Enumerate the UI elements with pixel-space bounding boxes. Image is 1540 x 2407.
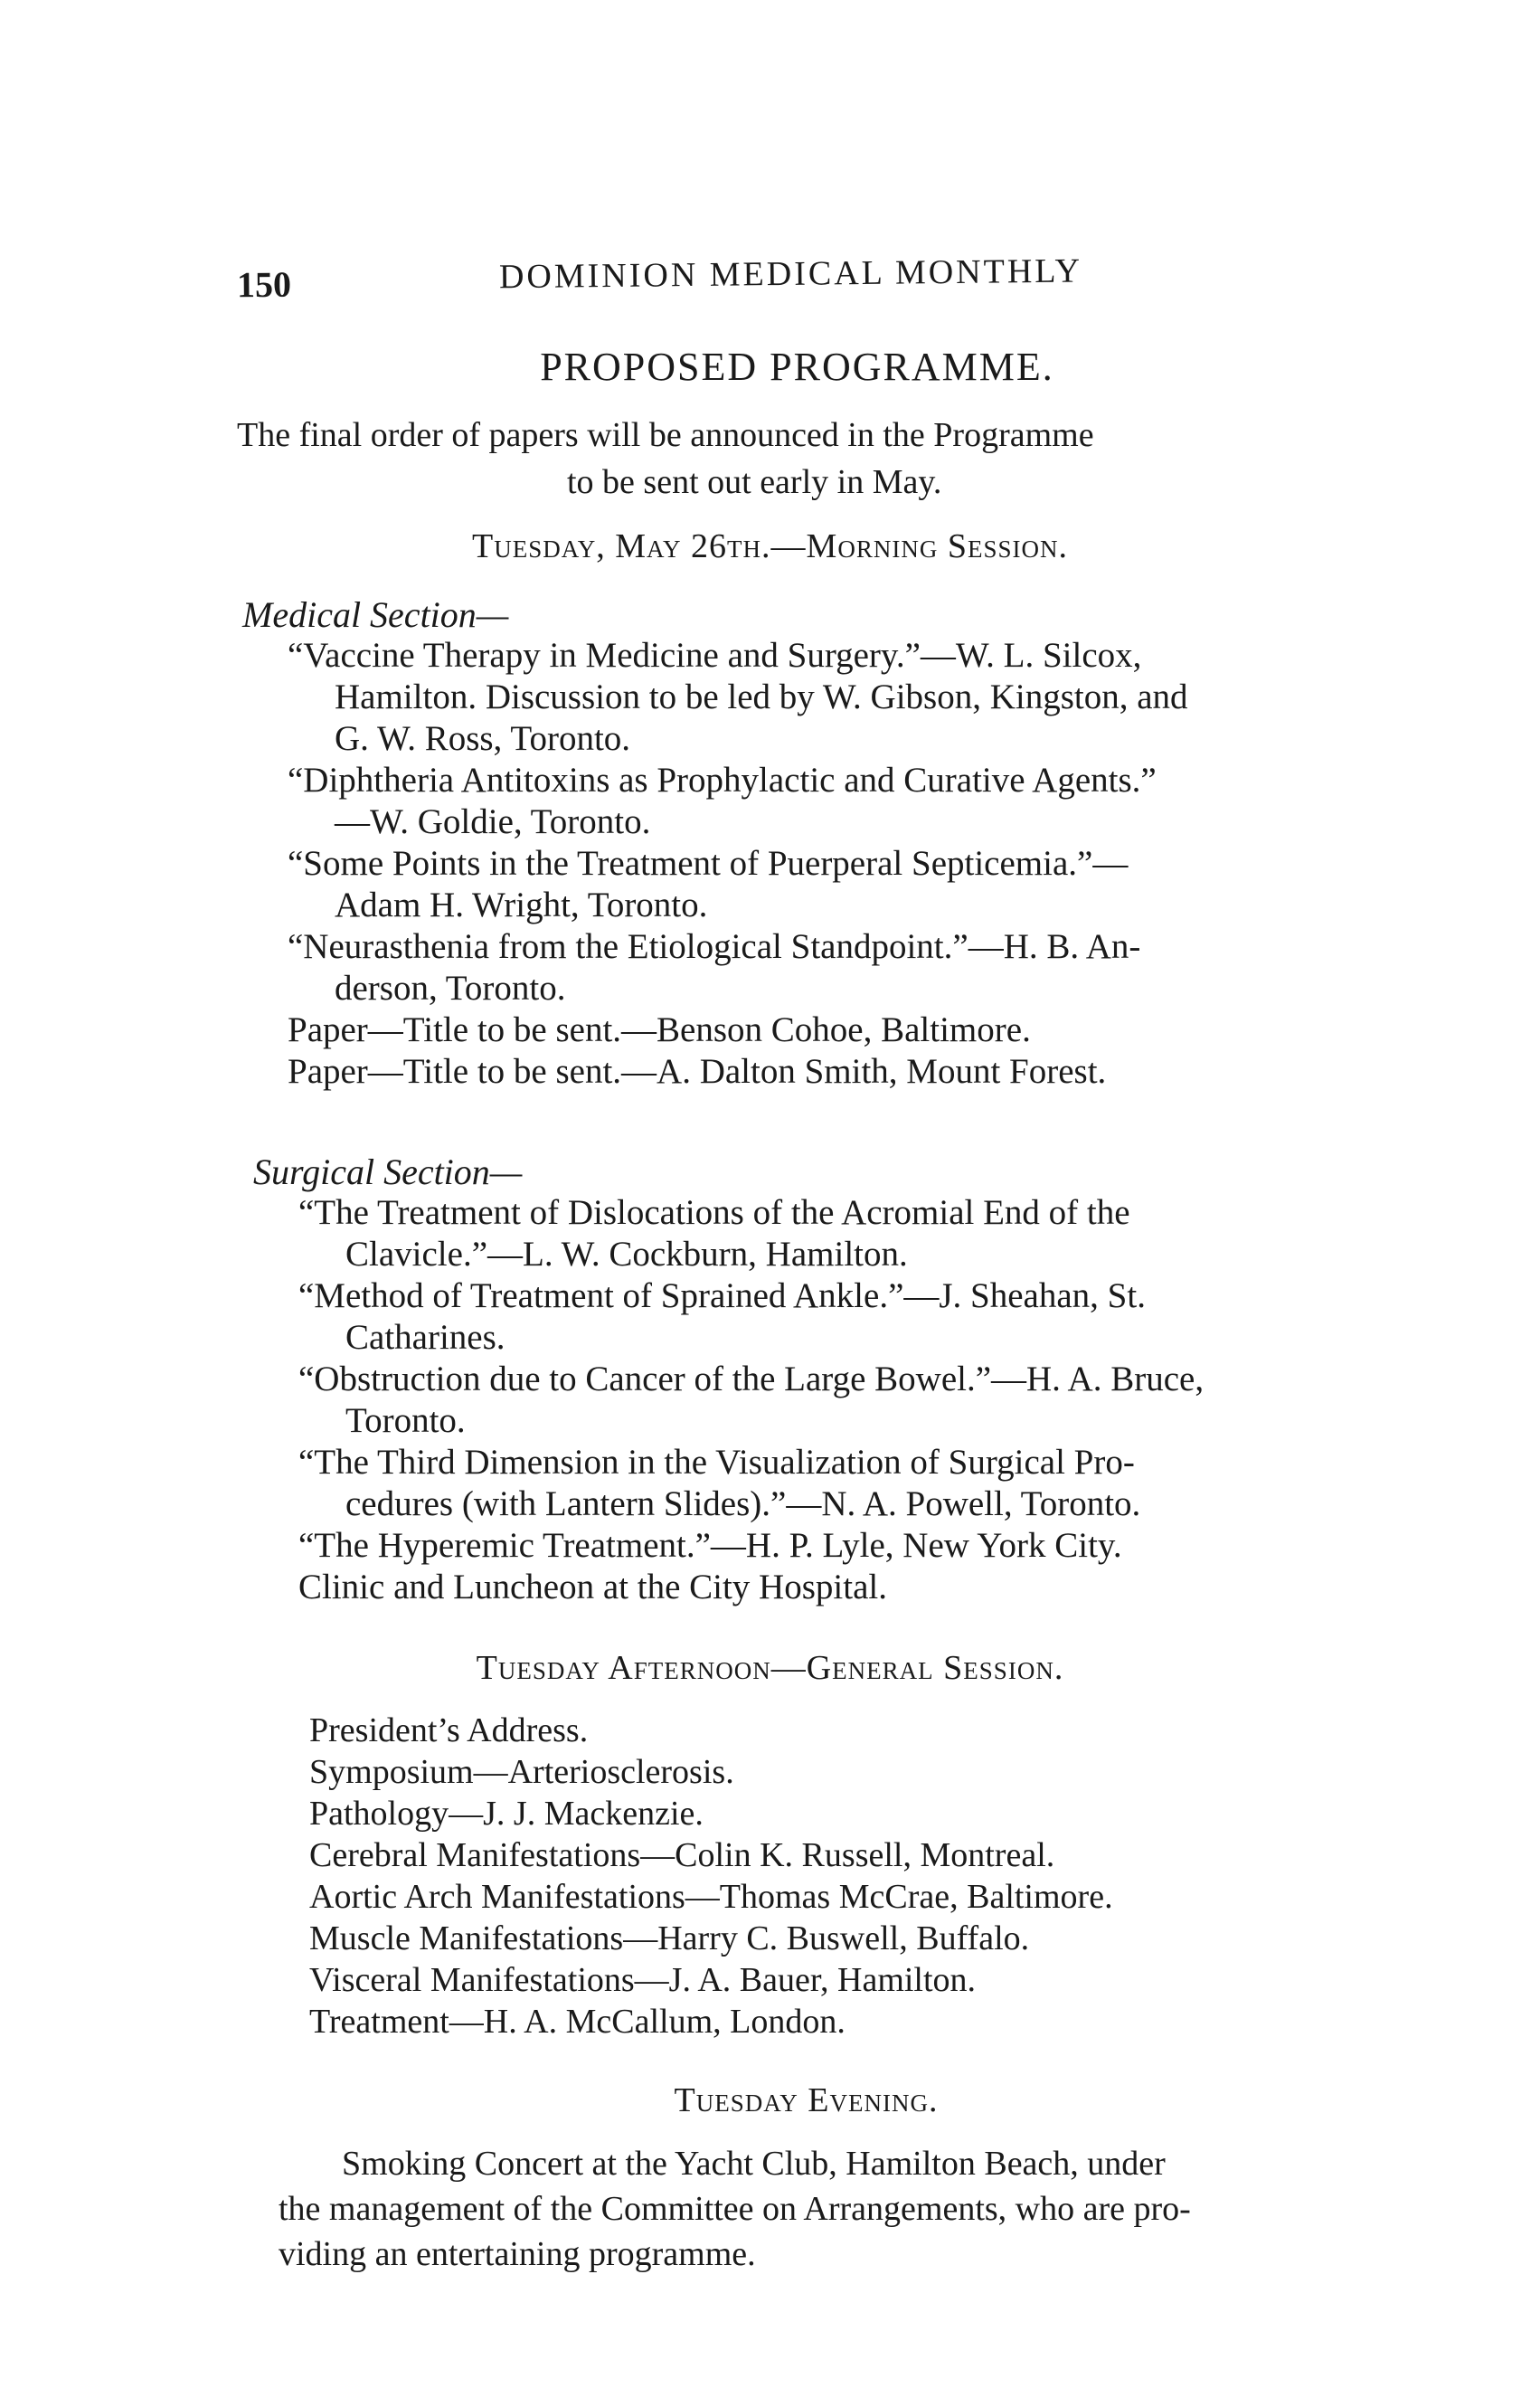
intro-line: The final order of papers will be announced in the Programme [237,416,1094,454]
general-session-item: Symposium—Arteriosclerosis. [309,1753,734,1791]
paper-entry-continuation: Hamilton. Discussion to be led by W. Gibson, Kingston, and [335,678,1188,716]
paper-entry-line: “Some Points in the Treatment of Puerperal Septicemia.”— [288,844,1129,883]
general-session-item: Muscle Manifestations—Harry C. Buswell, Buffalo. [309,1919,1030,1957]
paper-entry-continuation: Adam H. Wright, Toronto. [335,886,708,924]
paper-entry-line: “Method of Treatment of Sprained Ankle.”—J. Sheahan, St. [298,1276,1146,1315]
paper-entry-continuation: cedures (with Lantern Slides).”—N. A. Powell, Toronto. [345,1484,1141,1523]
paper-entry [298,1192,1204,1275]
paper-entry-line: “Neurasthenia from the Etiological Standpoint.”—H. B. An- [288,927,1141,966]
paper-entry-line: Paper—Title to be sent.—Benson Cohoe, Baltimore. [288,1010,1031,1049]
morning-session-heading: Tuesday, May 26th.—Morning Session. [472,527,1068,565]
paper-entry [288,926,1188,1009]
general-session-item: Cerebral Manifestations—Colin K. Russell, Montreal. [309,1836,1055,1874]
general-session-items [309,1710,1113,2042]
general-session-item: Treatment—H. A. McCallum, London. [309,2003,846,2041]
paper-entry-continuation: Clavicle.”—L. W. Cockburn, Hamilton. [345,1235,908,1274]
general-session-item: President’s Address. [309,1711,589,1749]
paper-entry-line: Clinic and Luncheon at the City Hospital. [298,1568,887,1606]
paper-entry [288,1051,1188,1093]
running-head [237,247,1151,311]
evening-paragraph [279,2141,1436,2277]
general-session-item: Aortic Arch Manifestations—Thomas McCrae, Baltimore. [309,1878,1113,1916]
evening-line: Smoking Concert at the Yacht Club, Hamilton Beach, under [342,2145,1166,2183]
journal-title: DOMINION MEDICAL MONTHLY [498,251,1083,297]
paper-entry-line: “Vaccine Therapy in Medicine and Surgery.”—W. L. Silcox, [288,636,1142,675]
afternoon-session-heading: Tuesday Afternoon—General Session. [476,1649,1064,1687]
paper-entry-continuation: —W. Goldie, Toronto. [335,802,651,841]
paper-entry-continuation: G. W. Ross, Toronto. [335,719,631,758]
medical-section-label: Medical Section— [242,594,509,635]
paper-entry [298,1525,1204,1567]
surgical-section-label: Surgical Section— [253,1151,523,1192]
paper-entry-continuation: derson, Toronto. [335,969,566,1008]
paper-entry [288,843,1188,926]
paper-entry [298,1567,1204,1608]
evening-session-heading: Tuesday Evening. [674,2081,939,2119]
paper-entry [298,1359,1204,1442]
paper-entry [288,760,1188,843]
evening-line: viding an entertaining programme. [279,2235,756,2273]
paper-entry-line: “The Hyperemic Treatment.”—H. P. Lyle, New York City. [298,1526,1122,1565]
evening-line: the management of the Committee on Arrangements, who are pro- [279,2190,1191,2228]
paper-entry-continuation: Toronto. [345,1401,466,1440]
page-number: 150 [236,263,292,306]
general-session-item: Pathology—J. J. Mackenzie. [309,1795,704,1833]
paper-entry-line: “The Treatment of Dislocations of the Acromial End of the [298,1193,1130,1232]
paper-entry [298,1442,1204,1525]
intro-paragraph [237,412,1394,506]
paper-entry-line: “Obstruction due to Cancer of the Large Bowel.”—H. A. Bruce, [298,1360,1205,1398]
general-session-item: Visceral Manifestations—J. A. Bauer, Hamilton. [309,1961,977,1999]
paper-entry-continuation: Catharines. [345,1318,505,1357]
surgical-section-papers [298,1192,1204,1608]
paper-entry [298,1275,1204,1359]
paper-entry-line: “The Third Dimension in the Visualization of Surgical Pro- [298,1443,1135,1482]
paper-entry [288,635,1188,760]
paper-entry [288,1009,1188,1051]
paper-entry-line: Paper—Title to be sent.—A. Dalton Smith, Mount Forest. [288,1052,1107,1091]
paper-entry-line: “Diphtheria Antitoxins as Prophylactic and Curative Agents.” [288,761,1157,800]
medical-section-papers [288,635,1188,1093]
intro-line: to be sent out early in May. [567,463,942,501]
programme-title: PROPOSED PROGRAMME. [540,345,1054,389]
